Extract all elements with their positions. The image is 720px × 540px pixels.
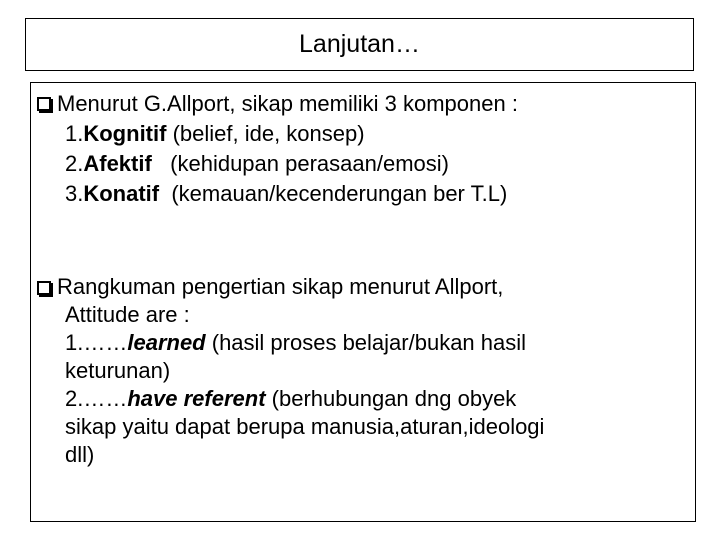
summary-item-2-cont2: dll) xyxy=(65,442,95,467)
summary-item-1-cont: keturunan) xyxy=(65,358,171,383)
item-desc: (hasil proses belajar/bukan hasil xyxy=(205,330,527,355)
item-number: 2. xyxy=(65,151,84,176)
item-term: have referent xyxy=(127,386,266,411)
checkbox-bullet-icon xyxy=(37,281,51,295)
item-number: 1. xyxy=(65,121,84,146)
content-box xyxy=(30,82,696,522)
component-item-1 xyxy=(35,119,685,149)
item-desc: (belief, ide, konsep) xyxy=(166,121,365,146)
bullet-components-intro: Menurut G.Allport, sikap memiliki 3 komponen : xyxy=(57,91,518,116)
item-number: 3. xyxy=(65,181,84,206)
item-prefix: 1.…… xyxy=(65,330,128,355)
bullet-summary-intro-line2: Attitude are : xyxy=(65,302,190,327)
summary-item-2-cont: sikap yaitu dapat berupa manusia,aturan,ideologi xyxy=(65,414,545,439)
item-term: Kognitif xyxy=(83,121,167,146)
checkbox-bullet-icon xyxy=(37,97,51,111)
bullet-components xyxy=(35,89,685,209)
title-box xyxy=(25,18,694,71)
bullet-summary xyxy=(35,273,685,469)
item-term: learned xyxy=(127,330,206,355)
item-prefix: 2.…… xyxy=(65,386,128,411)
item-desc: (kemauan/kecenderungan ber T.L) xyxy=(159,181,508,206)
summary-item-1 xyxy=(35,329,685,357)
slide-title: Lanjutan… xyxy=(299,30,420,58)
item-term: Konatif xyxy=(83,181,160,206)
item-desc: (berhubungan dng obyek xyxy=(265,386,517,411)
bullet-summary-intro-line1: Rangkuman pengertian sikap menurut Allport, xyxy=(57,274,504,299)
summary-item-2 xyxy=(35,385,685,413)
component-item-3 xyxy=(35,179,685,209)
component-item-2 xyxy=(35,149,685,179)
item-desc: (kehidupan perasaan/emosi) xyxy=(151,151,449,176)
item-term: Afektif xyxy=(83,151,152,176)
